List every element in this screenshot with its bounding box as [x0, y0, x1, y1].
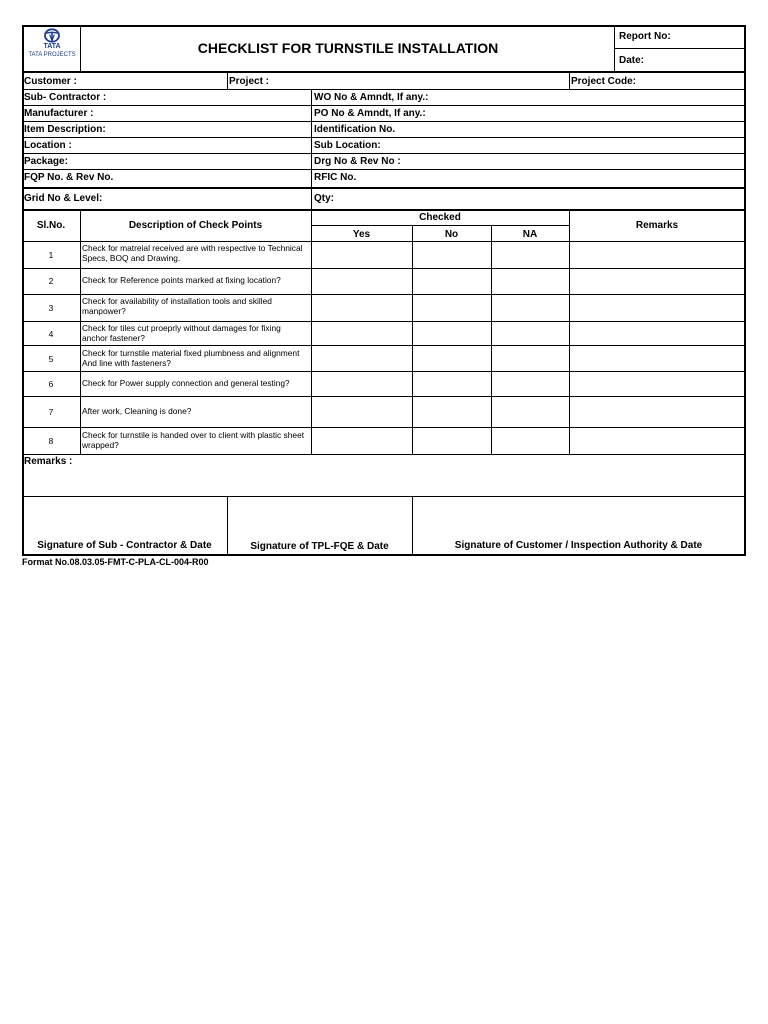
item-description-label: Item Description:	[24, 124, 106, 135]
location-label: Location :	[24, 140, 72, 151]
border-line	[22, 371, 745, 372]
border-top	[22, 25, 745, 27]
border-line	[22, 496, 745, 497]
border-line	[22, 294, 745, 295]
row-number: 2	[48, 276, 54, 286]
border-line	[227, 71, 228, 89]
col-slno-header: Sl.No.	[36, 220, 66, 231]
rfic-no-label: RFIC No.	[314, 172, 357, 183]
signature-subcontractor: Signature of Sub - Contractor & Date	[37, 540, 212, 551]
row-number: 6	[48, 379, 54, 389]
format-number: Format No.08.03.05-FMT-C-PLA-CL-004-R00	[22, 557, 209, 567]
row-number: 1	[48, 250, 54, 260]
border-line	[569, 71, 570, 89]
border-line	[22, 71, 745, 73]
row-number: 3	[48, 303, 54, 313]
border-line	[491, 225, 492, 454]
col-description-header: Description of Check Points	[128, 220, 263, 231]
border-line	[22, 345, 745, 346]
grid-no-label: Grid No & Level:	[24, 193, 103, 204]
border-line	[614, 25, 615, 71]
report-no-label: Report No:	[619, 31, 671, 42]
project-code-label: Project Code:	[571, 76, 637, 87]
sub-location-label: Sub Location:	[314, 140, 381, 151]
company-logo	[24, 28, 80, 68]
border-line	[22, 427, 745, 428]
row-number: 7	[48, 407, 54, 417]
row-number: 5	[48, 354, 54, 364]
logo-subtitle: TATA PROJECTS	[28, 52, 76, 58]
border-line	[22, 89, 745, 90]
check-point-text: Check for tiles cut proeprly without damages for fixing anchor fastener?	[82, 323, 281, 343]
border-line	[22, 321, 745, 322]
col-no-header: No	[444, 229, 459, 240]
logo-brand: TATA	[43, 43, 61, 50]
border-right	[744, 25, 746, 556]
border-line	[22, 241, 745, 242]
signature-customer: Signature of Customer / Inspection Authority & Date	[454, 540, 703, 551]
border-line	[22, 121, 745, 122]
border-left	[22, 25, 24, 556]
signature-tpl: Signature of TPL-FQE & Date	[250, 541, 389, 552]
remarks-label: Remarks :	[24, 456, 73, 467]
qty-label: Qty:	[314, 193, 334, 204]
identification-no-label: Identification No.	[314, 124, 396, 135]
check-point-text: Check for Reference points marked at fixing location?	[82, 275, 281, 285]
project-label: Project :	[229, 76, 270, 87]
check-point-text: Check for turnstile material fixed plumbness and alignment And line with fasteners?	[82, 348, 300, 368]
check-point-text: Check for availability of installation tools and skilled manpower?	[82, 296, 272, 316]
border-line	[22, 268, 745, 269]
border-line	[80, 209, 81, 454]
row-number: 8	[48, 436, 54, 446]
border-line	[412, 225, 413, 454]
col-remarks-header: Remarks	[635, 220, 679, 231]
border-line	[311, 89, 312, 210]
border-line	[22, 209, 745, 211]
border-line	[22, 137, 745, 138]
check-point-text: Check for Power supply connection and general testing?	[82, 378, 290, 388]
col-na-header: NA	[522, 229, 538, 240]
manufacturer-label: Manufacturer :	[24, 108, 94, 119]
row-number: 4	[48, 329, 54, 339]
check-point-text: Check for turnstile is handed over to client with plastic sheet wrapped?	[82, 430, 305, 450]
col-checked-header: Checked	[419, 212, 461, 223]
border-line	[80, 25, 81, 71]
tata-logo-icon	[24, 28, 80, 44]
check-point-text: After work, Cleaning is done?	[82, 406, 192, 416]
border-line	[311, 209, 312, 454]
po-no-label: PO No & Amndt, If any.:	[314, 108, 426, 119]
subcontractor-label: Sub- Contractor :	[24, 92, 107, 103]
date-label: Date:	[619, 55, 645, 66]
border-line	[22, 187, 745, 189]
border-line	[311, 225, 569, 226]
col-yes-header: Yes	[352, 229, 371, 240]
border-line	[22, 396, 745, 397]
wo-no-label: WO No & Amndt, If any.:	[314, 92, 429, 103]
border-line	[569, 209, 570, 454]
border-line	[22, 105, 745, 106]
border-line	[22, 169, 745, 170]
package-label: Package:	[24, 156, 68, 167]
fqp-no-label: FQP No. & Rev No.	[24, 172, 114, 183]
border-line	[22, 153, 745, 154]
check-point-text: Check for matreial received are with respective to Technical Specs, BOQ and Drawing.	[82, 243, 303, 263]
drg-no-label: Drg No & Rev No :	[314, 156, 401, 167]
customer-label: Customer :	[24, 76, 77, 87]
border-line	[22, 454, 745, 455]
page-title: CHECKLIST FOR TURNSTILE INSTALLATION	[197, 40, 499, 56]
border-line	[614, 48, 745, 49]
